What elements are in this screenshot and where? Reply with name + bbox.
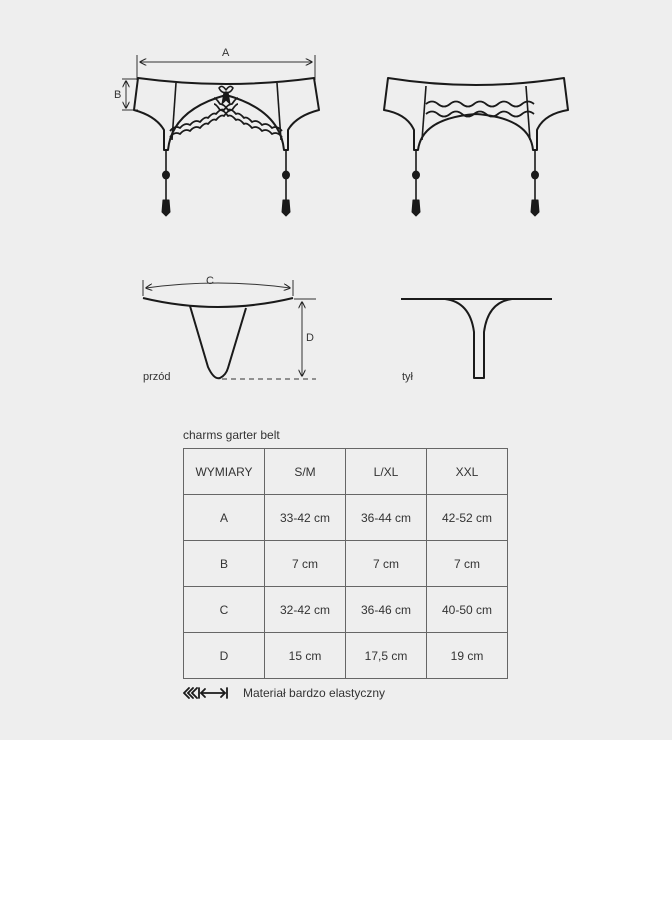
table-title: charms garter belt [183, 428, 280, 442]
header-cell-sm: S/M [265, 449, 346, 495]
value-cell: 7 cm [265, 541, 346, 587]
header-cell-dimensions: WYMIARY [184, 449, 265, 495]
row-label-cell: C [184, 587, 265, 633]
table-row [184, 495, 508, 541]
value-cell: 7 cm [427, 541, 508, 587]
value-cell: 40-50 cm [427, 587, 508, 633]
row-label-cell: D [184, 633, 265, 679]
table-row [184, 633, 508, 679]
value-cell: 15 cm [265, 633, 346, 679]
legend-text: Materiał bardzo elastyczny [243, 686, 386, 700]
front-view-label: przód [143, 371, 171, 383]
row-label-cell: B [184, 541, 265, 587]
dimension-c-label: C [206, 275, 214, 287]
dimension-d-label: D [306, 332, 314, 344]
header-cell-xxl: XXL [427, 449, 508, 495]
value-cell: 36-44 cm [346, 495, 427, 541]
stretch-arrow-icon [183, 687, 231, 699]
dimension-b-label: B [114, 89, 122, 101]
dimension-a-label: A [222, 47, 230, 59]
thong-front-drawing [143, 280, 316, 379]
garment-diagrams [0, 0, 672, 420]
table-header-row [184, 449, 508, 495]
elasticity-legend [183, 684, 385, 702]
thong-back-drawing [401, 299, 552, 378]
table-row [184, 541, 508, 587]
value-cell: 19 cm [427, 633, 508, 679]
value-cell: 33-42 cm [265, 495, 346, 541]
value-cell: 36-46 cm [346, 587, 427, 633]
size-table [183, 448, 508, 679]
table-row [184, 587, 508, 633]
value-cell: 17,5 cm [346, 633, 427, 679]
value-cell: 32-42 cm [265, 587, 346, 633]
garter-belt-back-drawing [384, 78, 568, 216]
garter-belt-front-drawing [122, 55, 319, 216]
value-cell: 7 cm [346, 541, 427, 587]
row-label-cell: A [184, 495, 265, 541]
value-cell: 42-52 cm [427, 495, 508, 541]
back-view-label: tył [402, 371, 413, 383]
header-cell-lxl: L/XL [346, 449, 427, 495]
